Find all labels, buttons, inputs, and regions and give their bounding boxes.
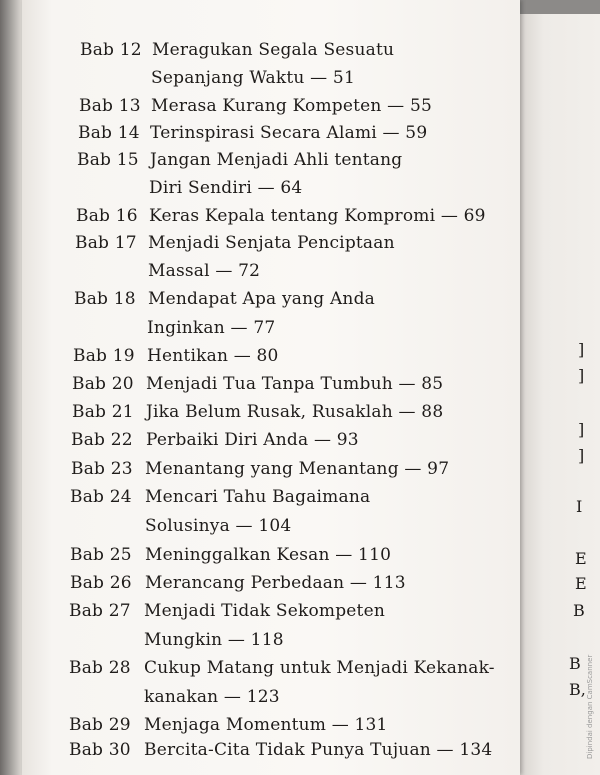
toc-entry-title: Menjaga Momentum — 131 <box>144 715 388 735</box>
toc-chapter-label: Bab 18 <box>74 289 136 309</box>
toc-entry-title: Menjadi Tua Tanpa Tumbuh — 85 <box>146 374 444 394</box>
right-page-fragment: E <box>575 549 587 568</box>
toc-entry-title: Menjadi Tidak Sekompeten <box>144 601 385 621</box>
toc-entry-title: Inginkan — 77 <box>147 318 276 338</box>
toc-chapter-label: Bab 29 <box>69 715 131 735</box>
scanner-watermark <box>582 640 596 770</box>
toc-entry-title: Jangan Menjadi Ahli tentang <box>150 150 403 170</box>
toc-chapter-label: Bab 17 <box>75 233 137 253</box>
toc-entry-title: Jika Belum Rusak, Rusaklah — 88 <box>146 402 444 422</box>
toc-entry-title: Sepanjang Waktu — 51 <box>151 68 355 88</box>
right-page-fragment: E <box>575 574 587 593</box>
toc-entry-title: Massal — 72 <box>148 261 261 281</box>
toc-entry-title: Merasa Kurang Kompeten — 55 <box>151 96 432 116</box>
toc-chapter-label: Bab 30 <box>69 740 131 760</box>
toc-chapter-label: Bab 25 <box>70 545 132 565</box>
toc-entry-title: Terinspirasi Secara Alami — 59 <box>150 123 428 143</box>
right-page-fragment: B, <box>569 680 586 699</box>
right-page-fragment: ] <box>578 366 585 385</box>
toc-chapter-label: Bab 12 <box>80 40 142 60</box>
right-page-fragment: ] <box>578 340 585 359</box>
toc-chapter-label: Bab 23 <box>71 459 133 479</box>
toc-entry-title: kanakan — 123 <box>144 687 280 707</box>
toc-chapter-label: Bab 20 <box>72 374 134 394</box>
toc-chapter-label: Bab 15 <box>77 150 139 170</box>
toc-entry-title: Cukup Matang untuk Menjadi Kekanak- <box>144 658 495 678</box>
toc-entry-title: Mungkin — 118 <box>144 630 284 650</box>
toc-entry-title: Meragukan Segala Sesuatu <box>152 40 395 60</box>
toc-chapter-label: Bab 14 <box>78 123 140 143</box>
toc-chapter-label: Bab 26 <box>70 573 132 593</box>
right-page-fragment: ] <box>578 446 585 465</box>
right-page-fragment: ] <box>578 420 585 439</box>
toc-entry-title: Bercita-Cita Tidak Punya Tujuan — 134 <box>144 740 493 760</box>
toc-entry-title: Merancang Perbedaan — 113 <box>145 573 406 593</box>
right-page-fragment: I <box>576 497 583 516</box>
toc-entry-title: Hentikan — 80 <box>147 346 279 366</box>
toc-chapter-label: Bab 19 <box>73 346 135 366</box>
toc-entry-title: Keras Kepala tentang Kompromi — 69 <box>149 206 486 226</box>
toc-entry-title: Diri Sendiri — 64 <box>149 178 303 198</box>
toc-entry-title: Meninggalkan Kesan — 110 <box>145 545 392 565</box>
toc-chapter-label: Bab 16 <box>76 206 138 226</box>
toc-entry-bab-12 <box>80 40 142 60</box>
toc-chapter-label: Bab 28 <box>69 658 131 678</box>
toc-entry-title: Solusinya — 104 <box>145 516 292 536</box>
right-page-fragment: B <box>573 601 585 620</box>
toc-chapter-label: Bab 27 <box>69 601 131 621</box>
toc-entry-title: Mencari Tahu Bagaimana <box>145 487 371 507</box>
toc-chapter-label: Bab 13 <box>79 96 141 116</box>
toc-entry-title: Perbaiki Diri Anda — 93 <box>146 430 359 450</box>
toc-entry-title: Menjadi Senjata Penciptaan <box>148 233 395 253</box>
toc-chapter-label: Bab 21 <box>72 402 134 422</box>
toc-entry-title: Mendapat Apa yang Anda <box>148 289 376 309</box>
toc-chapter-label: Bab 22 <box>71 430 133 450</box>
toc-chapter-label: Bab 24 <box>70 487 132 507</box>
scanner-watermark-text: Dipindai dengan CamScanner <box>586 654 594 759</box>
toc-entry-title: Menantang yang Menantang — 97 <box>145 459 450 479</box>
right-page-fragment: B <box>569 654 581 673</box>
